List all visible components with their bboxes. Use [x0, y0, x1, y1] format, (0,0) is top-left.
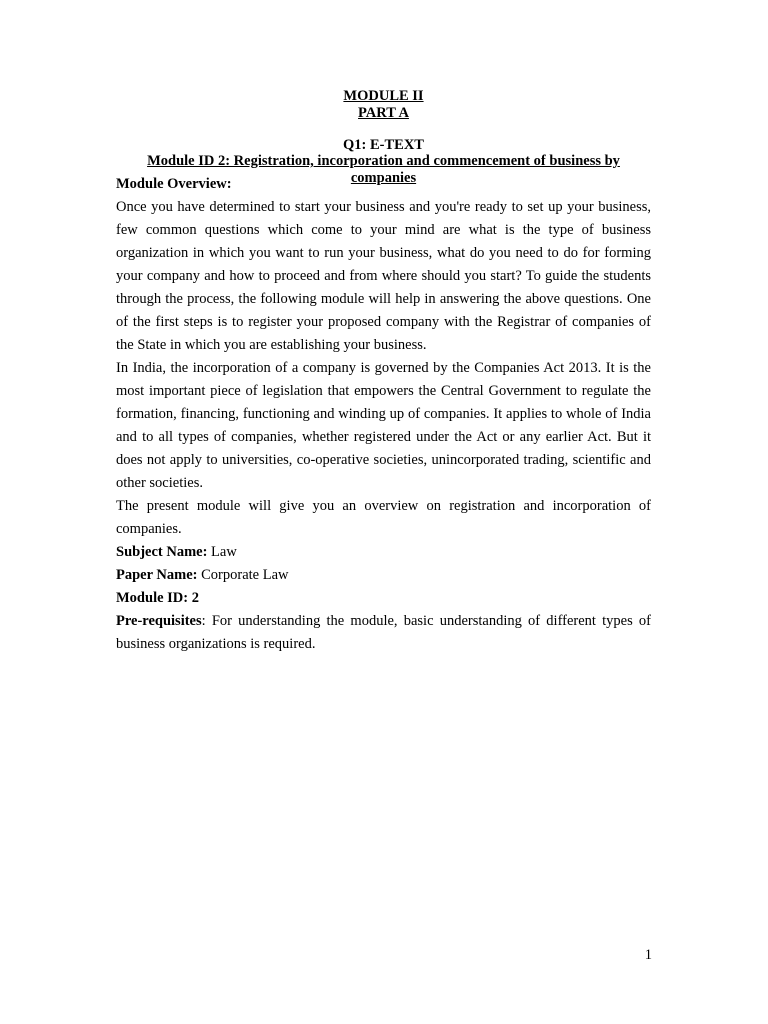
document-body: [116, 173, 651, 656]
prerequisites-line: [116, 610, 651, 656]
paper-line: [116, 564, 651, 587]
section-title: Q1: E-TEXT: [343, 137, 424, 153]
overview-paragraph-2: In India, the incorporation of a company is governed by the Companies Act 2013. It is the most important piece of legislation that empowers the Central Government to regulate the formation, financing, functioning and winding up of companies. It applies to whole of India and to all types of companies, whether registered under the Act or any earlier Act. But it does not apply to universities, co-operative societies, unincorporated trading, scientific and other societies.: [116, 360, 651, 491]
overview-paragraph-3: The present module will give you an overview on registration and incorporation of companies.: [116, 498, 651, 537]
paper-label: Paper Name:: [116, 567, 198, 583]
overview-label: Module Overview:: [116, 176, 232, 192]
page-number: 1: [644, 947, 652, 963]
module-title: MODULE II: [343, 88, 424, 104]
subject-value: Law: [211, 544, 237, 560]
module-id-line: Module ID: 2: [116, 590, 199, 606]
subject-label: Subject Name:: [116, 544, 208, 560]
prerequisites-value: : For understanding the module, basic understanding of different types of business organizations is required.: [116, 613, 651, 652]
part-title: PART A: [358, 105, 409, 121]
prerequisites-label: Pre-requisites: [116, 613, 202, 629]
paper-value: Corporate Law: [201, 567, 289, 583]
module-id-heading: Module ID 2: Registration, incorporation and commencement of business by companies: [147, 153, 620, 186]
subject-line: [116, 541, 651, 564]
overview-paragraph-1: Once you have determined to start your business and you're ready to set up your business, few common questions which come to your mind are what is the type of business organization in which you want to run your business, what do you need to do for forming your company and how to proceed and from where should you start? To guide the students through the process, the following module will help in answering the above questions. One of the first steps is to register your proposed company with the Registrar of companies of the State in which you are establishing your business.: [116, 199, 651, 353]
